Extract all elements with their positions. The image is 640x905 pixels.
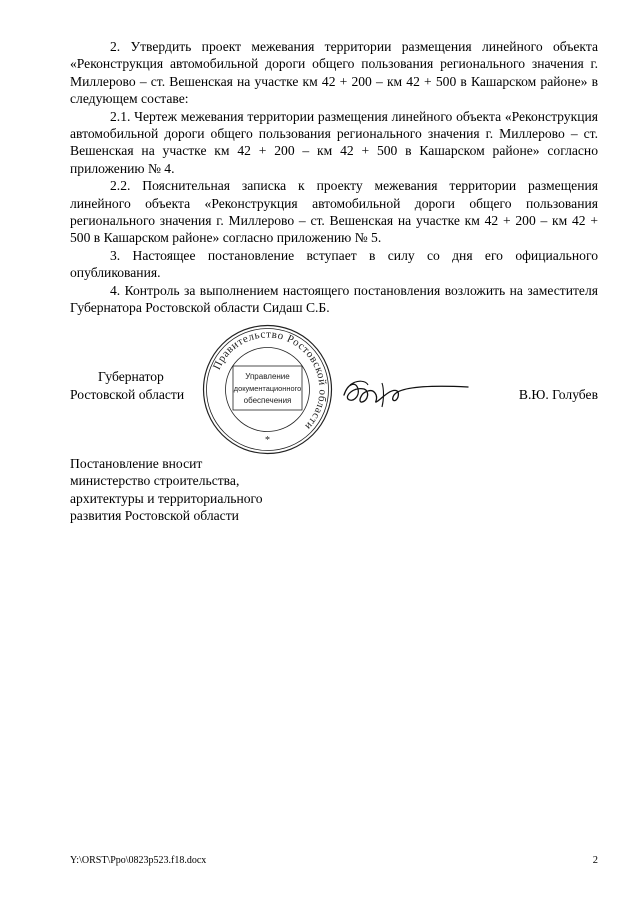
signatory-title-line1: Губернатор [98,369,164,384]
paragraph-3: 3. Настоящее постановление вступает в силу со дня его официального опубликования. [70,247,598,281]
signatory-title-line2: Ростовской области [70,387,185,402]
page-number: 2 [592,855,598,866]
issuer-line3: архитектуры и территориального [70,490,263,506]
handwritten-signature [338,375,478,411]
issuer-line4: развития Ростовской области [70,508,239,524]
stamp-inner-line3: обеспечения [243,396,292,405]
paragraph-2: 2. Утвердить проект межевания территории размещения линейного объекта «Реконструкция автомобильной дороги общего пользования регионального значения г. Миллерово – ст. Вешенская на участке км 42 + 200 – км 42 + 500 в Кашарском районе» в следующем составе: [70,39,598,107]
footer-file-path: Y:\ORST\Ppo\0823p523.f18.docx [70,855,207,866]
signatory-name: В.Ю. Голубев [518,387,598,402]
document-body [70,38,598,317]
paragraph-4: 4. Контроль за выполнением настоящего постановления возложить на заместителя Губернатора Ростовской области Сидаш С.Б. [70,282,598,316]
issuer-note [70,455,330,525]
stamp-inner-line1: Управление [245,372,290,381]
stamp-ring-text: Правительство Ростовской области [210,328,329,433]
signatory-title [70,368,210,404]
paragraph-2-2: 2.2. Пояснительная записка к проекту межевания территории размещения линейного объекта «Реконструкция автомобильной дороги общего пользования регионального значения г. Миллерово – ст. Вешенская на участке км 42 + 200 – км 42 + 500 в Кашарском районе» согласно приложению № 5. [70,178,598,246]
issuer-line2: министерство строительства, [70,473,240,489]
stamp-star: * [265,435,270,446]
issuer-line1: Постановление вносит [70,456,203,471]
stamp-inner-line2: документационного [233,384,302,393]
official-stamp [200,322,335,457]
paragraph-2-1: 2.1. Чертеж межевания территории размещения линейного объекта «Реконструкция автомобильной дороги общего пользования регионального значения г. Миллерово – ст. Вешенская на участке км 42 + 200 – км 42 + 500 в Кашарском районе» согласно приложению № 4. [70,108,598,176]
